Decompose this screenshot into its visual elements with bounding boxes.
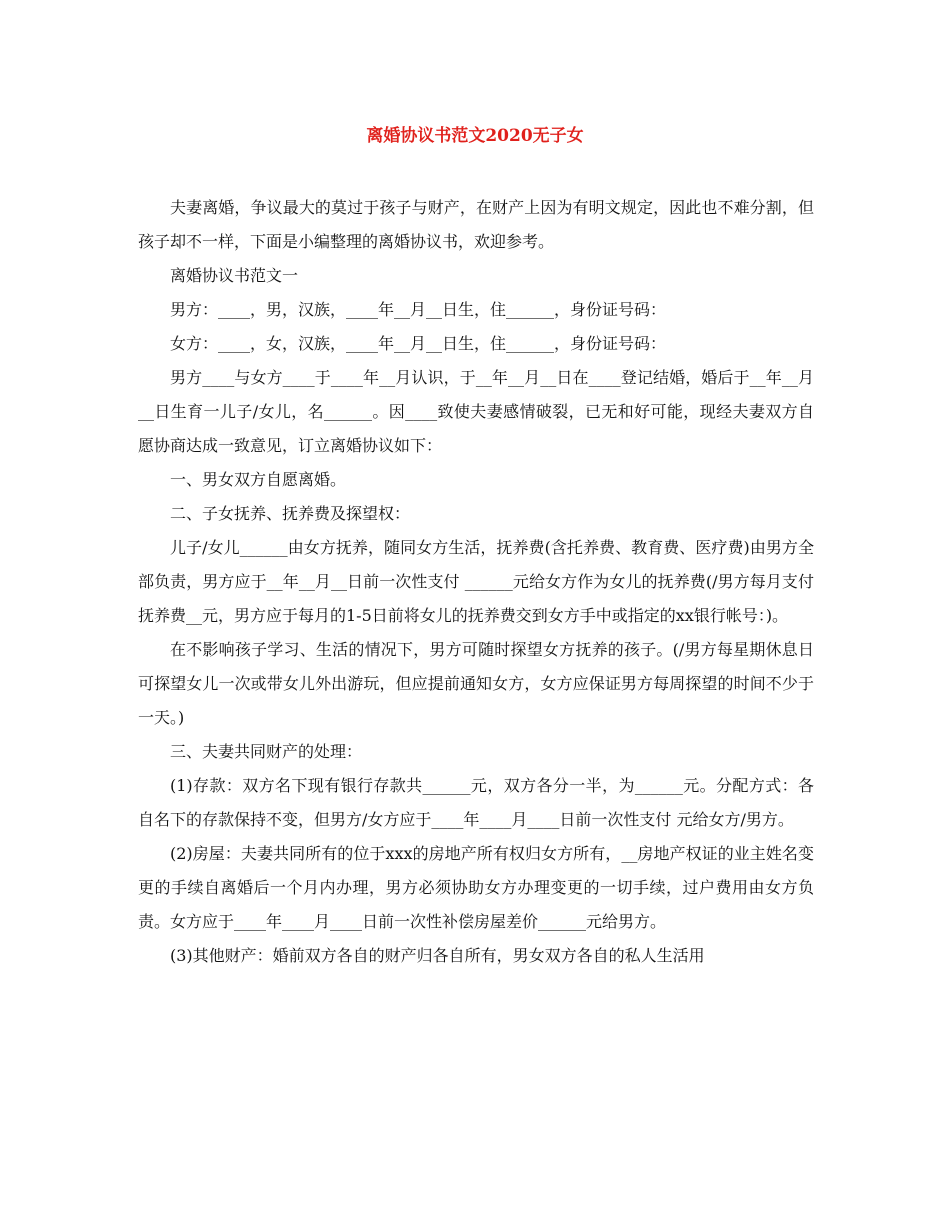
paragraph-heading: 离婚协议书范文一 — [170, 266, 299, 285]
paragraph-child-support: 儿子/女儿______由女方抚养，随同女方生活，抚养费(含托养费、教育费、医疗费)由男方全部负责，男方应于__年__月__日前一次性支付 ______元给女方作为女儿的抚养费(/男方每月支付抚养费__元，男方应于每月的1-5日前将女儿的抚养费交到女方手中或指定的xx银行帐号：)。 — [138, 538, 814, 625]
paragraph-intro: 夫妻离婚，争议最大的莫过于孩子与财产，在财产上因为有明文规定，因此也不难分割，但孩子却不一样，下面是小编整理的离婚协议书，欢迎参考。 — [138, 198, 814, 251]
paragraph-other-property: (3)其他财产：婚前双方各自的财产归各自所有，男女双方各自的私人生活用 — [170, 946, 705, 965]
paragraph-house: (2)房屋：夫妻共同所有的位于xxx的房地产所有权归女方所有，__房地产权证的业主姓名变更的手续自离婚后一个月内办理，男方必须协助女方办理变更的一切手续，过户费用由女方负责。女方应于____年____月____日前一次性补偿房屋差价______元给男方。 — [138, 844, 814, 931]
paragraph-female-party: 女方：____，女，汉族，____年__月__日生，住______，身份证号码： — [170, 334, 667, 353]
paragraph-male-party: 男方：____，男，汉族，____年__月__日生，住______，身份证号码： — [170, 300, 667, 319]
paragraph-visitation: 在不影响孩子学习、生活的情况下，男方可随时探望女方抚养的孩子。(/男方每星期休息日可探望女儿一次或带女儿外出游玩，但应提前通知女方，女方应保证男方每周探望的时间不少于一天。) — [138, 640, 814, 727]
paragraph-clause-3: 三、夫妻共同财产的处理： — [170, 742, 363, 761]
paragraph-clause-2: 二、子女抚养、抚养费及探望权： — [170, 504, 411, 523]
document-body — [138, 191, 814, 973]
paragraph-background: 男方____与女方____于____年__月认识，于__年__月__日在____登记结婚，婚后于__年__月__日生育一儿子/女儿，名______。因____致使夫妻感情破裂，已无和好可能，现经夫妻双方自愿协商达成一致意见，订立离婚协议如下： — [138, 368, 814, 455]
paragraph-clause-1: 一、男女双方自愿离婚。 — [170, 470, 347, 489]
paragraph-deposits: (1)存款：双方名下现有银行存款共______元，双方各分一半，为______元。分配方式：各自名下的存款保持不变，但男方/女方应于____年____月____日前一次性支付 元给女方/男方。 — [138, 776, 814, 829]
document-title: 离婚协议书范文2020无子女 — [366, 126, 584, 146]
